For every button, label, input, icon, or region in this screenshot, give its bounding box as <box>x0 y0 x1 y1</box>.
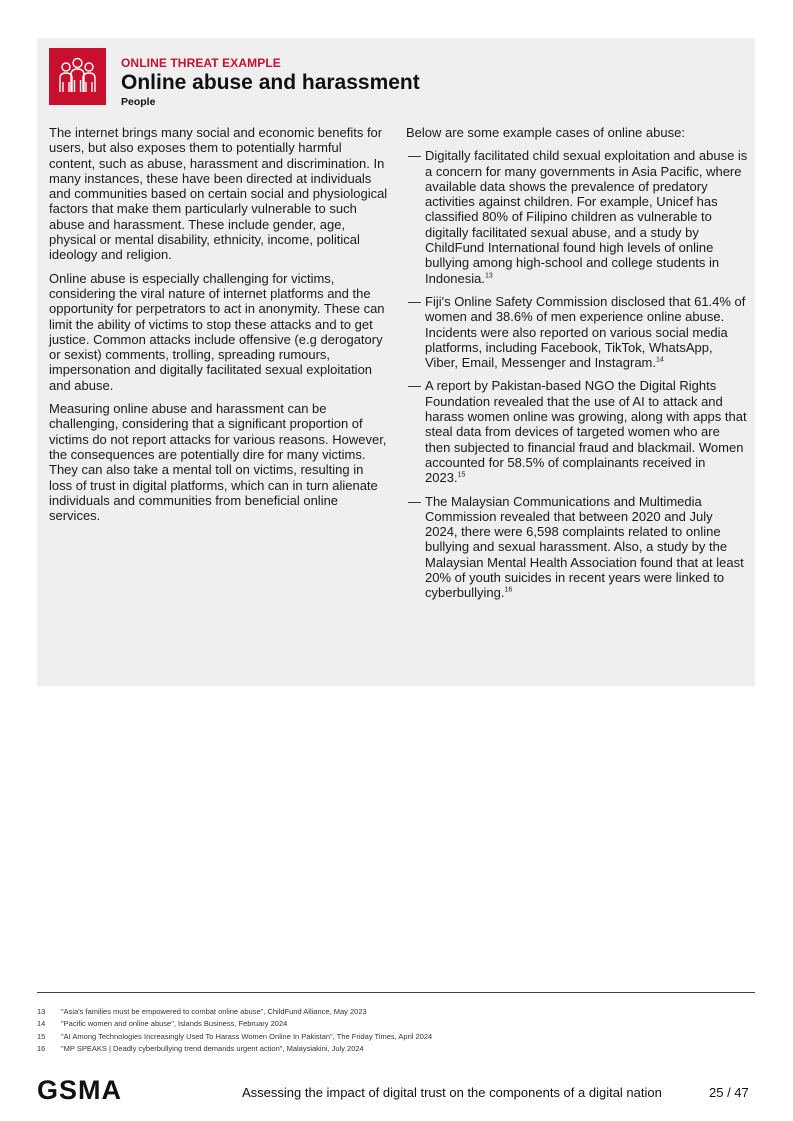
list-item <box>406 378 748 485</box>
list-item <box>406 294 748 370</box>
footnote-divider <box>37 992 755 993</box>
threat-example-panel <box>37 38 755 686</box>
footnote-text: "AI Among Technologies Increasingly Used To Harass Women Online In Pakistan", The Friday Times, April 2024 <box>61 1031 433 1041</box>
dash-bullet: — <box>408 293 421 309</box>
footnote-text: "Asia's families must be empowered to combat online abuse", ChildFund Alliance, May 2023 <box>61 1007 367 1016</box>
list-item <box>406 494 748 601</box>
right-column <box>406 125 748 609</box>
footnote <box>37 1006 755 1018</box>
footnote-text: "MP SPEAKS | Deadly cyberbullying trend demands urgent action", Malaysiakini, July 2024 <box>61 1044 364 1054</box>
dash-bullet: — <box>408 493 421 509</box>
footnote-ref: 14 <box>656 356 664 364</box>
paragraph: Measuring online abuse and harassment can be challenging, considering that a significant proportion of victims do not report attacks for various reasons. However, the consequences are potentially dire for many victims. They can also take a mental toll on victims, resulting in loss of trust in digital platforms, which can in turn alienate individuals and communities from beneficial online services. <box>49 401 387 524</box>
footnote-number: 16 <box>37 1044 46 1054</box>
footnote <box>37 1018 755 1030</box>
gsma-logo: GSMA <box>37 1075 122 1105</box>
footnote-ref: 13 <box>485 272 493 280</box>
list-item-text: The Malaysian Communications and Multimedia Commission revealed that between 2020 and July 2024, there were 6,598 complaints related to online bullying and sexual harassment. Also, a study by the Malaysian Mental Health Association found that at least 20% of youth suicides in recent years were linked to cyberbullying. <box>425 493 744 601</box>
list-item-text: Digitally facilitated child sexual exploitation and abuse is a concern for many governments in Asia Pacific, where available data shows the prevalence of predatory activities against children. For example, Unicef has classified 80% of Filipino children as vulnerable to digitally facilitated sexual abuse, and a study by ChildFund International found high levels of online bullying among high-school and college students in Indonesia. <box>425 148 748 286</box>
footnote-number: 14 <box>37 1019 46 1029</box>
left-column <box>49 125 389 531</box>
page-title: Online abuse and harassment <box>121 71 420 94</box>
dash-bullet: — <box>408 378 421 394</box>
page-number: 25 / 47 <box>709 1085 749 1100</box>
footnote-ref: 15 <box>457 471 466 479</box>
footnote-ref: 16 <box>504 586 513 594</box>
section-kicker: ONLINE THREAT EXAMPLE <box>121 56 281 70</box>
people-group-icon <box>49 48 106 105</box>
list-item <box>406 148 748 286</box>
section-subtitle: People <box>121 96 156 108</box>
paragraph: Online abuse is especially challenging for victims, considering the viral nature of internet platforms and the opportunity for perpetrators to act in anonymity. These can limit the ability of victims to stop these attacks and to get justice. Common attacks include offensive (e.g derogatory or sexist) comments, trolling, spreading rumours, impersonation and digitally facilitated sexual exploitation and abuse. <box>49 270 385 393</box>
list-item-text: A report by Pakistan-based NGO the Digital Rights Foundation revealed that the use of AI to attack and harass women online was growing, along with apps that steal data from devices of targeted women who are then subjected to financial fraud and blackmail. Women accounted for 58.5% of complainants received in 2023. <box>425 378 747 486</box>
footnote-number: 13 <box>37 1007 46 1016</box>
dash-bullet: — <box>408 148 421 164</box>
footnotes <box>37 1006 755 1056</box>
cases-intro: Below are some example cases of online abuse: <box>406 125 685 140</box>
footnote <box>37 1043 755 1055</box>
footnote-number: 15 <box>37 1031 46 1041</box>
footnote-text: "Pacific women and online abuse", Islands Business, February 2024 <box>61 1019 288 1029</box>
footer-title: Assessing the impact of digital trust on the components of a digital nation <box>242 1085 662 1100</box>
list-item-text: Fiji's Online Safety Commission disclosed that 61.4% of women and 38.6% of men experience online abuse. Incidents were also reported on various social media platforms, including Facebook, TikTok, WhatsApp, Viber, Email, Messenger and Instagram. <box>425 293 746 371</box>
cases-list <box>406 148 748 600</box>
paragraph: The internet brings many social and economic benefits for users, but also exposes them to potentially harmful content, such as abuse, harassment and discrimination. In many instances, these have been directed at individuals and communities based on certain social and physiological factors that make them particularly vulnerable to such abuse and harassment. These include gender, age, physical or mental disability, ethnicity, income, political ideology and religion. <box>49 125 388 263</box>
footnote <box>37 1031 755 1043</box>
